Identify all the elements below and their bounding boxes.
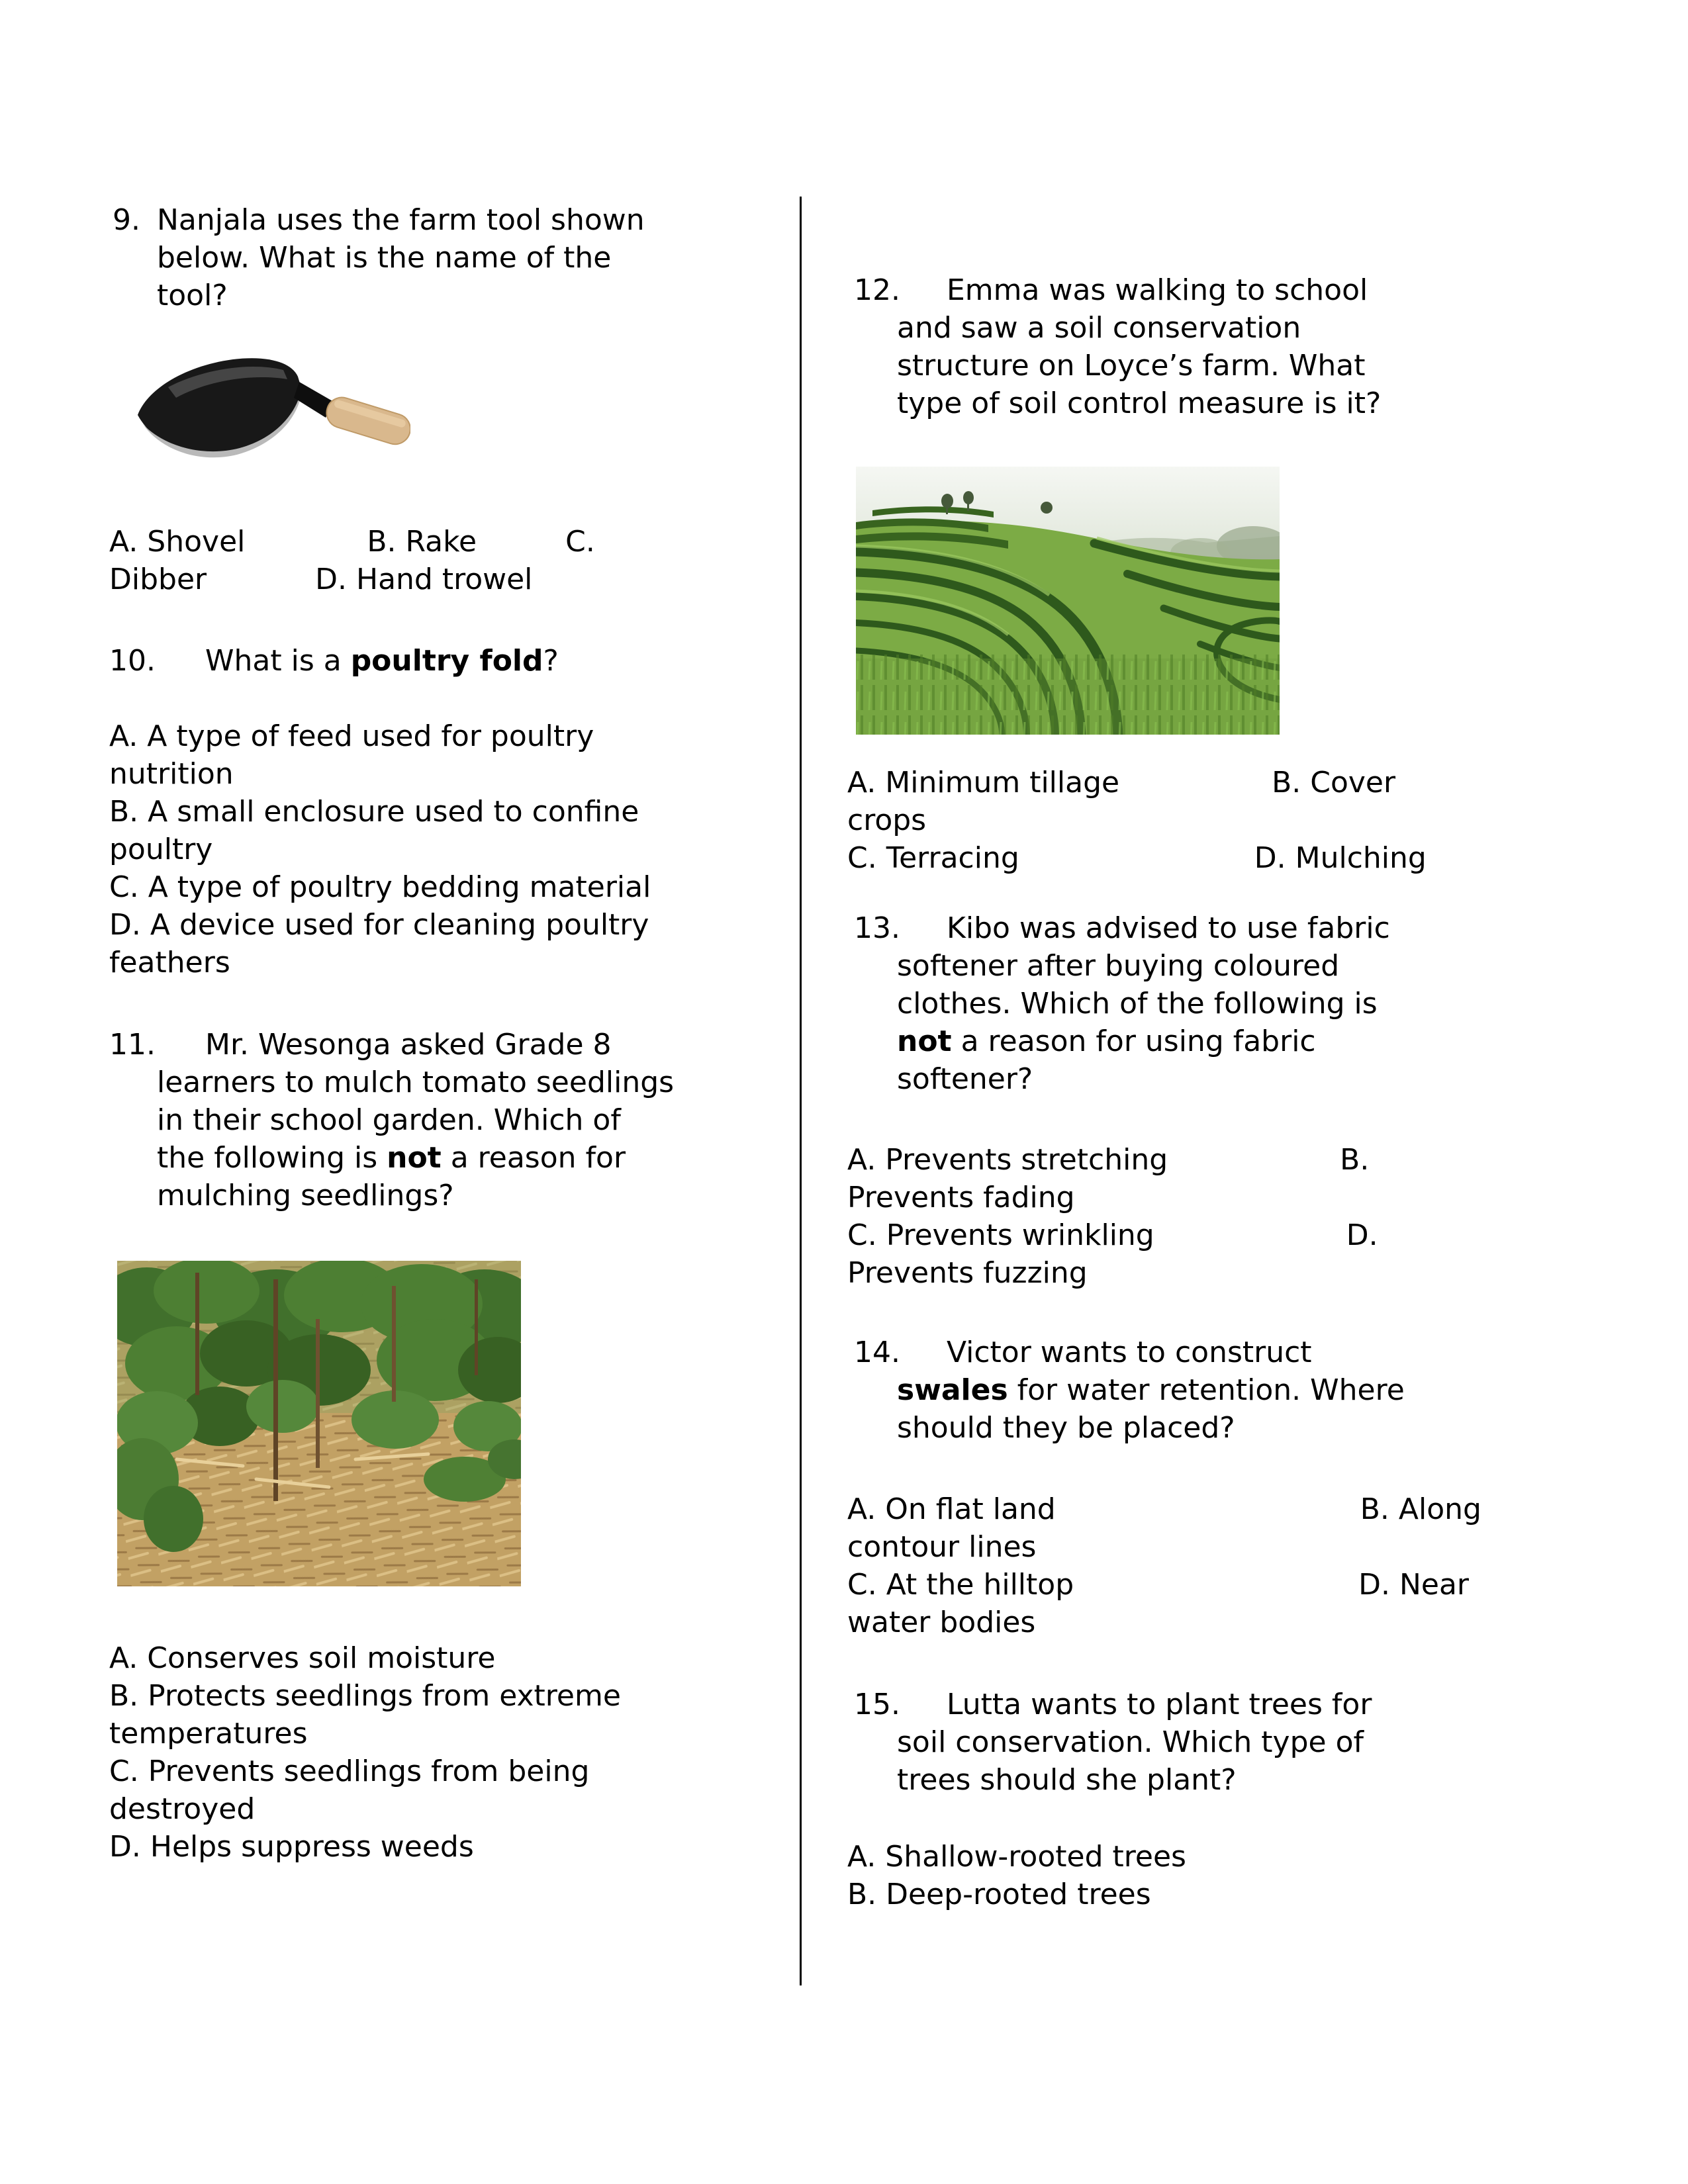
question-13-text-line: clothes. Which of the following is xyxy=(897,987,1378,1021)
option-10c: C. A type of poultry bedding material xyxy=(109,870,651,904)
question-14-options xyxy=(847,1490,1509,1641)
question-13-text-line xyxy=(897,1023,1479,1060)
question-9-text-line: tool? xyxy=(157,279,228,312)
question-15 xyxy=(854,1686,1479,1799)
question-9-text-line: below. What is the name of the xyxy=(157,241,612,275)
question-11-text-line: in their school garden. Which of xyxy=(157,1103,621,1137)
question-13-text-line: Kibo was advised to use fabric xyxy=(947,911,1390,945)
question-10-text: ? xyxy=(543,644,559,678)
question-14 xyxy=(854,1334,1479,1447)
question-13-text-line: softener? xyxy=(897,1062,1033,1096)
option-15a: A. Shallow-rooted trees xyxy=(847,1840,1186,1874)
option-10a: A. A type of feed used for poultry nutrition xyxy=(109,719,594,791)
question-10-text: What is a xyxy=(205,644,351,678)
question-11-bold-text: not xyxy=(387,1141,442,1175)
question-15-number: 15. xyxy=(854,1688,900,1721)
question-12-text-line: type of soil control measure is it? xyxy=(897,387,1382,420)
question-9-text-line: Nanjala uses the farm tool shown xyxy=(157,203,645,237)
option-13d: D. Prevents fuzzing xyxy=(847,1218,1378,1290)
question-14-text-line: should they be placed? xyxy=(897,1411,1235,1445)
option-15b: B. Deep-rooted trees xyxy=(847,1878,1151,1911)
question-14-text: for water retention. Where xyxy=(1008,1373,1405,1407)
option-9a: A. Shovel xyxy=(109,525,246,559)
question-13 xyxy=(854,909,1479,1098)
question-11 xyxy=(109,1026,726,1214)
question-14-number: 14. xyxy=(854,1336,900,1369)
option-12c: C. Terracing xyxy=(847,841,1019,875)
question-11-text: the following is xyxy=(157,1141,387,1175)
option-10b: B. A small enclosure used to confine poultry xyxy=(109,795,639,866)
hand-trowel-photo xyxy=(132,349,410,475)
question-12-text-line: and saw a soil conservation xyxy=(897,311,1301,345)
question-12 xyxy=(854,271,1479,422)
option-13b: B. Prevents fading xyxy=(847,1143,1370,1214)
question-12-options xyxy=(847,764,1476,877)
option-11a: A. Conserves soil moisture xyxy=(109,1641,496,1675)
mulched-seedlings-photo xyxy=(117,1261,521,1586)
question-11-number: 11. xyxy=(109,1028,156,1062)
option-11c: C. Prevents seedlings from being destroyed xyxy=(109,1754,590,1826)
option-14b: B. Along contour lines xyxy=(847,1492,1481,1564)
question-15-text-line: Lutta wants to plant trees for xyxy=(947,1688,1372,1721)
question-9-number: 9. xyxy=(113,203,140,237)
question-9 xyxy=(113,201,726,314)
question-14-text-line xyxy=(897,1371,1479,1409)
question-11-text: a reason for xyxy=(441,1141,626,1175)
terraced-field-photo xyxy=(856,467,1280,735)
question-11-options xyxy=(109,1639,665,1866)
option-14d: D. Near water bodies xyxy=(847,1568,1470,1639)
option-11d: D. Helps suppress weeds xyxy=(109,1830,474,1864)
option-9d: D. Hand trowel xyxy=(315,563,533,596)
question-12-number: 12. xyxy=(854,273,900,307)
option-12b: B. Cover crops xyxy=(847,766,1396,837)
question-9-options xyxy=(109,523,652,598)
option-13c: C. Prevents wrinkling xyxy=(847,1218,1154,1252)
option-13a: A. Prevents stretching xyxy=(847,1143,1168,1177)
question-10-bold-text: poultry fold xyxy=(350,644,543,678)
question-11-text-line: learners to mulch tomato seedlings xyxy=(157,1066,675,1099)
option-11b: B. Protects seedlings from extreme temperatures xyxy=(109,1679,621,1751)
option-12a: A. Minimum tillage xyxy=(847,766,1120,799)
question-11-text-line xyxy=(157,1139,726,1177)
question-10-text-line xyxy=(205,642,735,680)
question-11-text-line: Mr. Wesonga asked Grade 8 xyxy=(205,1028,612,1062)
option-9b: B. Rake xyxy=(367,525,477,559)
question-13-bold-text: not xyxy=(897,1024,952,1058)
question-13-text-line: softener after buying coloured xyxy=(897,949,1340,983)
question-10-number: 10. xyxy=(109,644,156,678)
question-13-options xyxy=(847,1141,1476,1292)
trowel-handle xyxy=(323,394,410,448)
option-10d: D. A device used for cleaning poultry feathers xyxy=(109,908,649,979)
question-14-text-line: Victor wants to construct xyxy=(947,1336,1312,1369)
question-12-text-line: Emma was walking to school xyxy=(947,273,1368,307)
question-10 xyxy=(109,642,735,680)
question-13-text: a reason for using fabric xyxy=(951,1024,1316,1058)
question-15-text-line: soil conservation. Which type of xyxy=(897,1725,1364,1759)
option-14c: C. At the hilltop xyxy=(847,1568,1074,1602)
question-15-options xyxy=(847,1838,1476,1913)
column-divider xyxy=(800,197,802,1985)
question-13-number: 13. xyxy=(854,911,900,945)
option-14a: A. On flat land xyxy=(847,1492,1056,1526)
question-15-text-line: trees should she plant? xyxy=(897,1763,1237,1797)
option-12d: D. Mulching xyxy=(1254,841,1427,875)
question-11-text-line: mulching seedlings? xyxy=(157,1179,454,1212)
question-12-text-line: structure on Loyce’s farm. What xyxy=(897,349,1366,383)
question-10-options xyxy=(109,717,665,981)
question-14-bold-text: swales xyxy=(897,1373,1008,1407)
option-9c: C. Dibber xyxy=(109,525,595,596)
